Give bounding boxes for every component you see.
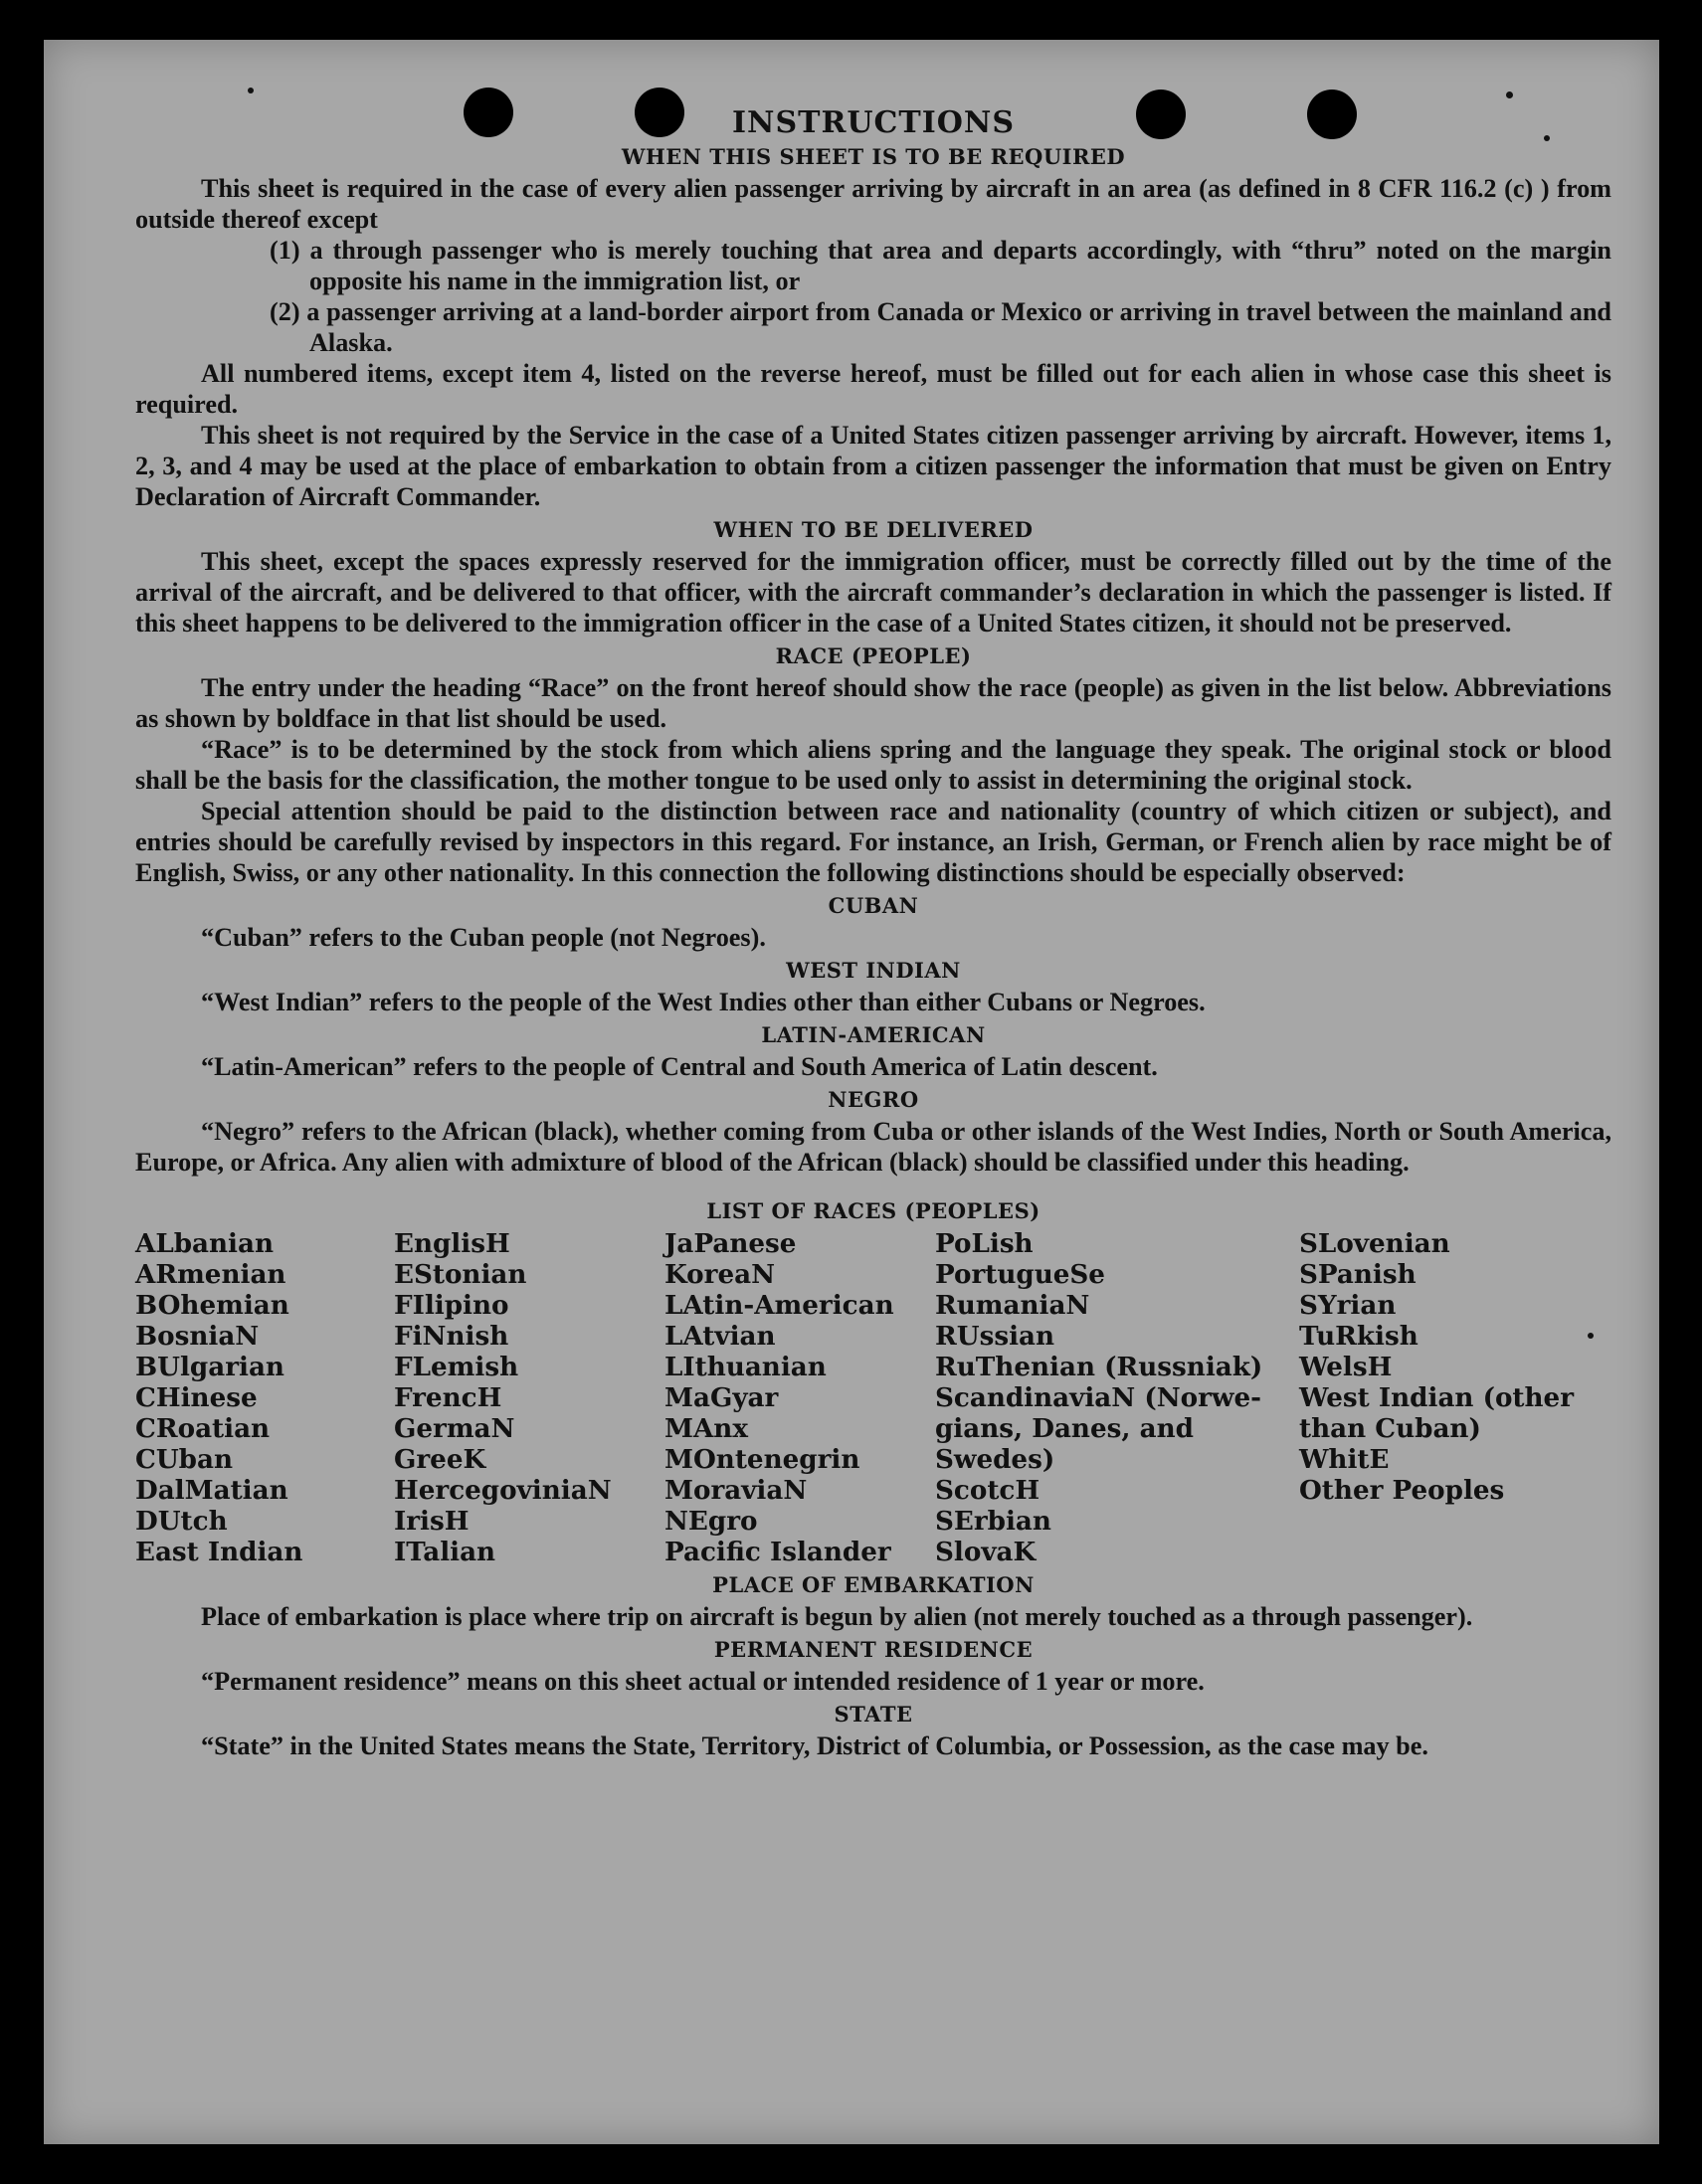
race-item: CUban bbox=[135, 1444, 233, 1475]
paragraph: All numbered items, except item 4, listed on the reverse hereof, must be filled out for each alien in whose case this sheet is required. bbox=[135, 359, 1611, 419]
race-item: SErbian bbox=[935, 1506, 1051, 1537]
race-item: West Indian (other than Cuban) bbox=[1299, 1382, 1575, 1444]
race-item: EnglisH bbox=[394, 1228, 510, 1259]
race-item: GermaN bbox=[394, 1413, 515, 1444]
race-item: WhitE bbox=[1299, 1444, 1390, 1475]
section-heading-residence: PERMANENT RESIDENCE bbox=[713, 1637, 1034, 1662]
section-heading-state: STATE bbox=[834, 1702, 913, 1727]
race-item: LAtin-American bbox=[664, 1290, 894, 1321]
race-item: BosniaN bbox=[135, 1321, 260, 1352]
race-item: Pacific Islander bbox=[664, 1537, 891, 1567]
speck bbox=[1506, 91, 1513, 98]
speck bbox=[248, 88, 254, 93]
race-item: RumaniaN bbox=[935, 1290, 1090, 1321]
paragraph: This sheet, except the spaces expressly reserved for the immigration officer, must be correctly filled out by the time of the arrival of the aircraft, and be delivered to that officer, with the aircraft commander’s declaration in which the passenger is listed. If this sheet happens to be delivered to the immigration officer in the case of a United States citizen, it should not be preserved. bbox=[135, 547, 1611, 637]
race-item: ALbanian bbox=[135, 1228, 275, 1259]
race-item: MaGyar bbox=[664, 1382, 779, 1413]
race-item: CRoatian bbox=[135, 1413, 271, 1444]
paragraph: This sheet is not required by the Service in the case of a United States citizen passenger arriving by aircraft. However, items 1, 2, 3, and 4 may be used at the place of embarkation to obtain from a citizen passenger the information that must be given on Entry Declaration of Aircraft Commander. bbox=[135, 421, 1611, 511]
race-item: LAtvian bbox=[664, 1321, 776, 1352]
race-item: MoraviaN bbox=[664, 1475, 808, 1506]
race-item: FrencH bbox=[394, 1382, 502, 1413]
race-item: BOhemian bbox=[135, 1290, 289, 1321]
section-heading-delivered: WHEN TO BE DELIVERED bbox=[713, 517, 1034, 542]
race-item: ScandinaviaN (Norwe- gians, Danes, and Swedes) bbox=[935, 1382, 1261, 1475]
paragraph: Place of embarkation is place where trip on aircraft is begun by alien (not merely touched as a through passenger). bbox=[201, 1602, 1473, 1631]
race-list bbox=[135, 1228, 1611, 1567]
race-item: KoreaN bbox=[664, 1259, 776, 1290]
paragraph: “Latin-American” refers to the people of Central and South America of Latin descent. bbox=[201, 1052, 1158, 1081]
race-item: ScotcH bbox=[935, 1475, 1040, 1506]
paragraph: Special attention should be paid to the distinction between race and nationality (country of which citizen or subject), and entries should be carefully revised by inspectors in this regard. For instance, an Irish, German, or French alien by race might be of English, Swiss, or any other nationality. In this connection the following distinctions should be especially observed: bbox=[135, 797, 1611, 887]
race-column bbox=[1299, 1228, 1598, 1567]
race-item: RUssian bbox=[935, 1321, 1055, 1352]
race-item: SLovenian bbox=[1299, 1228, 1450, 1259]
race-item: NEgro bbox=[664, 1506, 758, 1537]
race-item: EStonian bbox=[394, 1259, 527, 1290]
instructions-content bbox=[135, 107, 1611, 1761]
race-item: MOntenegrin bbox=[664, 1444, 860, 1475]
section-heading-embarkation: PLACE OF EMBARKATION bbox=[712, 1572, 1035, 1597]
race-item: RuThenian (Russniak) bbox=[935, 1352, 1263, 1382]
section-heading-required: WHEN THIS SHEET IS TO BE REQUIRED bbox=[621, 144, 1126, 169]
race-item: LIthuanian bbox=[664, 1352, 827, 1382]
race-column bbox=[664, 1228, 935, 1567]
paragraph: The entry under the heading “Race” on the front hereof should show the race (people) as given in the list below. Abbreviations as shown by boldface in that list should be used. bbox=[135, 673, 1611, 733]
race-item: IrisH bbox=[394, 1506, 470, 1537]
race-column bbox=[935, 1228, 1299, 1567]
race-item: ARmenian bbox=[135, 1259, 286, 1290]
race-item: PortugueSe bbox=[935, 1259, 1105, 1290]
race-item: BUlgarian bbox=[135, 1352, 284, 1382]
paragraph: “State” in the United States means the State, Territory, District of Columbia, or Possession, as the case may be. bbox=[201, 1731, 1428, 1760]
race-item: GreeK bbox=[394, 1444, 486, 1475]
race-column bbox=[394, 1228, 664, 1567]
race-item: TuRkish bbox=[1299, 1321, 1418, 1352]
paragraph: “West Indian” refers to the people of the West Indies other than either Cubans or Negroes. bbox=[201, 988, 1206, 1016]
race-item: SlovaK bbox=[935, 1537, 1037, 1567]
race-column bbox=[135, 1228, 394, 1567]
page-title: INSTRUCTIONS bbox=[732, 105, 1015, 140]
list-item: (2) a passenger arriving at a land-border airport from Canada or Mexico or arriving in travel between the mainland and Alaska. bbox=[270, 297, 1611, 357]
race-item: Other Peoples bbox=[1299, 1475, 1505, 1506]
race-item: HercegoviniaN bbox=[394, 1475, 612, 1506]
paragraph: This sheet is required in the case of every alien passenger arriving by aircraft in an area (as defined in 8 CFR 116.2 (c) ) from outside thereof except bbox=[135, 174, 1611, 234]
list-item: (1) a through passenger who is merely touching that area and departs accordingly, with “thru” noted on the margin opposite his name in the immigration list, or bbox=[270, 236, 1611, 295]
race-item: ITalian bbox=[394, 1537, 496, 1567]
race-item: CHinese bbox=[135, 1382, 258, 1413]
paragraph: “Race” is to be determined by the stock from which aliens spring and the language they speak. The original stock or blood shall be the basis for the classification, the mother tongue to be used only to assist in determining the original stock. bbox=[135, 735, 1611, 795]
race-item: DalMatian bbox=[135, 1475, 288, 1506]
race-item: FIlipino bbox=[394, 1290, 509, 1321]
section-heading-race: RACE (PEOPLE) bbox=[775, 643, 972, 668]
race-item: PoLish bbox=[935, 1228, 1034, 1259]
race-item: SYrian bbox=[1299, 1290, 1397, 1321]
paragraph: “Cuban” refers to the Cuban people (not Negroes). bbox=[201, 923, 766, 952]
section-heading-cuban: CUBAN bbox=[828, 893, 919, 918]
race-item: WelsH bbox=[1299, 1352, 1393, 1382]
paragraph: “Permanent residence” means on this sheet actual or intended residence of 1 year or more. bbox=[201, 1667, 1205, 1696]
race-item: SPanish bbox=[1299, 1259, 1417, 1290]
race-item: DUtch bbox=[135, 1506, 228, 1537]
race-item: MAnx bbox=[664, 1413, 748, 1444]
section-heading-latin-american: LATIN-AMERICAN bbox=[761, 1022, 986, 1047]
section-heading-list-of-races: LIST OF RACES (PEOPLES) bbox=[706, 1198, 1040, 1223]
section-heading-negro: NEGRO bbox=[828, 1087, 919, 1112]
race-item: FiNnish bbox=[394, 1321, 509, 1352]
race-item: JaPanese bbox=[664, 1228, 797, 1259]
document-sheet bbox=[44, 40, 1659, 2144]
race-item: East Indian bbox=[135, 1537, 303, 1567]
race-item: FLemish bbox=[394, 1352, 519, 1382]
section-heading-west-indian: WEST INDIAN bbox=[786, 958, 961, 983]
paragraph: “Negro” refers to the African (black), whether coming from Cuba or other islands of the West Indies, North or South America, Europe, or Africa. Any alien with admixture of blood of the African (black) should be classified under this heading. bbox=[135, 1117, 1611, 1177]
